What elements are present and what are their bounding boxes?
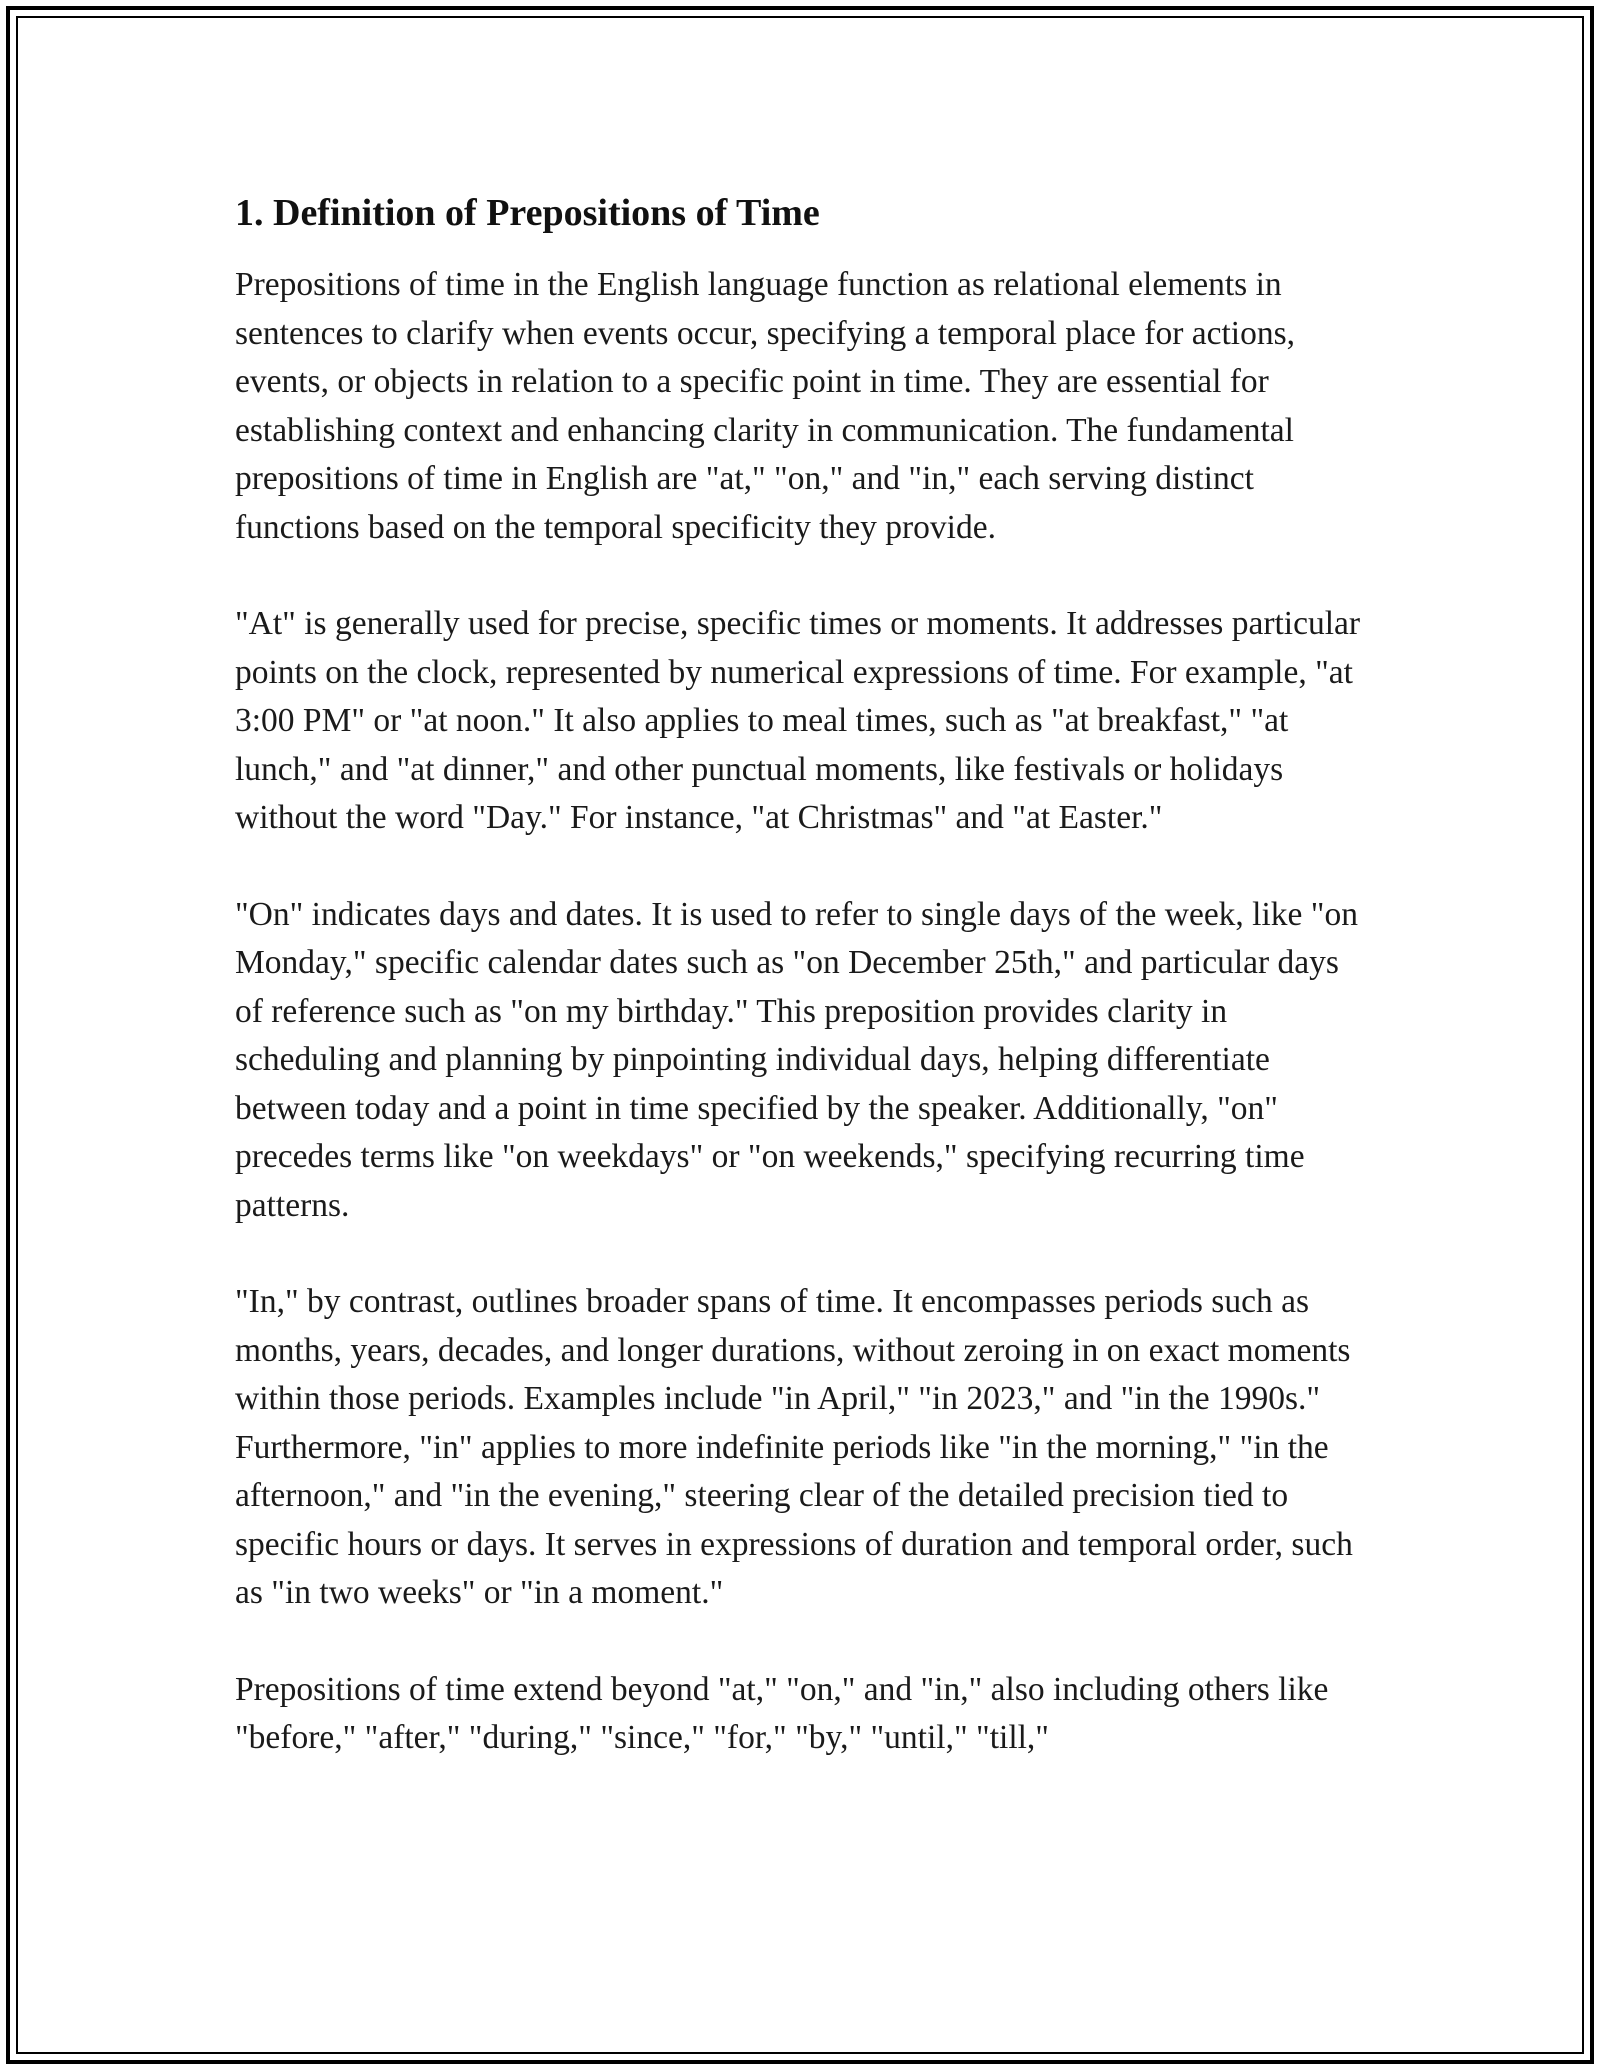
paragraph-on: "On" indicates days and dates. It is used to refer to single days of the week, like "on Monday," specific calendar dates such as "on December 25th," and particular days of reference such as "on my birthday." This preposition provides clarity in scheduling and planning by pinpointing individual days, helping differentiate between today and a point in time specified by the speaker. Additionally, "on" precedes terms like "on weekdays" or "on weekends," specifying recurring time patterns. [235,895,1358,1224]
paragraph-at: "At" is generally used for precise, specific times or moments. It addresses particular points on the clock, represented by numerical expressions of time. For example, "at 3:00 PM" or "at noon." It also applies to meal times, such as "at breakfast," "at lunch," and "at dinner," and other punctual moments, like festivals or holidays without the word "Day." For instance, "at Christmas" and "at Easter." [235,605,1361,836]
paragraph-in: "In," by contrast, outlines broader spans of time. It encompasses periods such as months, years, decades, and longer durations, without zeroing in on exact moments within those periods. Examples include "in April," "in 2023," and "in the 1990s." Furthermore, "in" applies to more indefinite periods like "in the morning," "in the afternoon," and "in the evening," steering clear of the detailed precision tied to specific hours or days. It serves in expressions of duration and temporal order, such as "in two weeks" or "in a moment." [235,1283,1353,1611]
paragraph-definition: Prepositions of time in the English language function as relational elements in sentences to clarify when events occur, specifying a temporal place for actions, events, or objects in relation to a specific point in time. They are essential for establishing context and enhancing clarity in communication. The fundamental prepositions of time in English are "at," "on," and "in," each serving distinct functions based on the temporal specificity they provide. [235,266,1295,546]
document-body [235,185,1365,1811]
section-heading: 1. Definition of Prepositions of Time [235,192,820,234]
paragraph-other-prepositions: Prepositions of time extend beyond "at," "on," and "in," also including others like "before," "after," "during," "since," "for," "by," "until," "till," [235,1670,1329,1756]
